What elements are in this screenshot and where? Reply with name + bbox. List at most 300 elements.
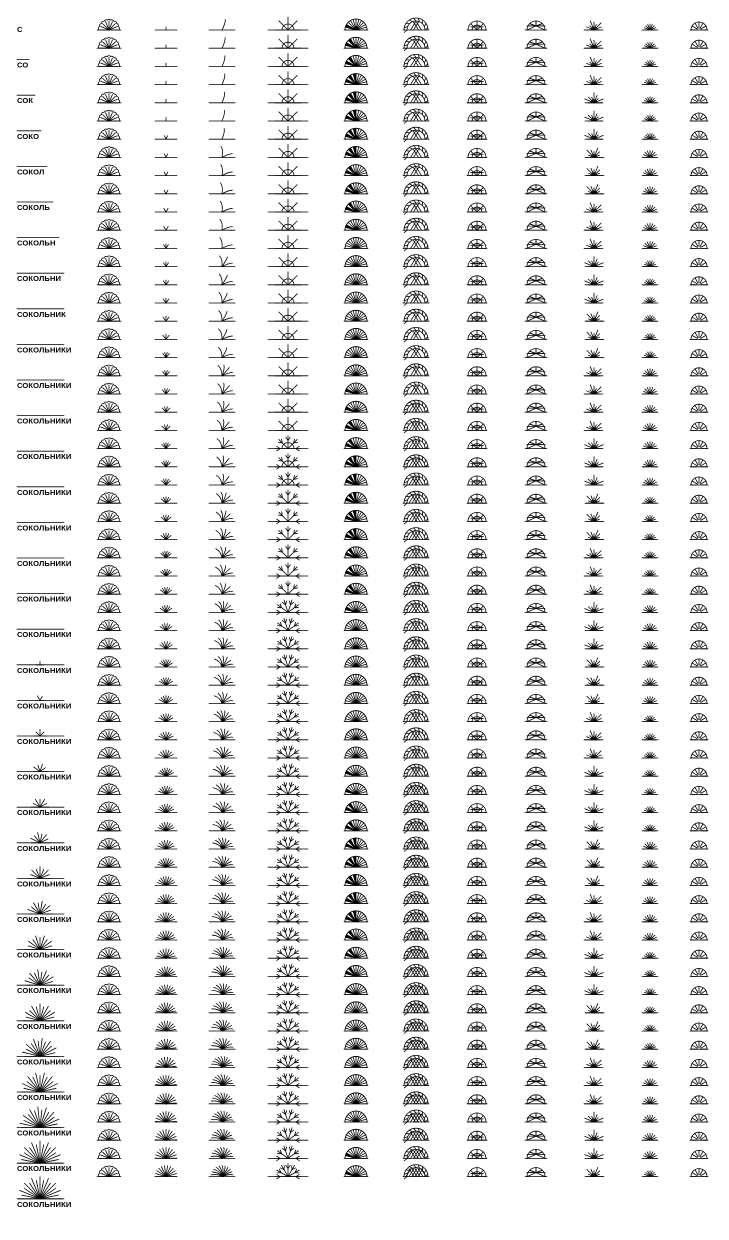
small-burst-icon bbox=[642, 788, 658, 794]
rays-icon bbox=[155, 822, 177, 830]
scalloped-fan-icon bbox=[97, 1002, 121, 1013]
small-burst-icon bbox=[642, 387, 658, 394]
small-burst-icon bbox=[642, 279, 658, 285]
spiky-burst-icon bbox=[585, 93, 603, 103]
scalloped-fan-icon bbox=[97, 929, 121, 940]
geodesic-dome-icon bbox=[525, 1022, 547, 1031]
spiky-burst-icon bbox=[585, 639, 603, 649]
filled-fan-icon bbox=[344, 37, 368, 48]
small-burst-icon bbox=[642, 1151, 658, 1158]
geodesic-dome-icon bbox=[525, 694, 547, 703]
fan-lines-icon bbox=[209, 383, 235, 394]
svg-text:СОКОЛЬНИКИ: СОКОЛЬНИКИ bbox=[17, 1164, 72, 1174]
spiky-burst-icon bbox=[584, 1076, 603, 1085]
woven-dome-icon bbox=[403, 928, 429, 942]
small-burst-icon bbox=[642, 24, 658, 30]
spiky-burst-icon bbox=[585, 621, 603, 631]
spiky-burst-icon bbox=[584, 585, 603, 594]
woven-dome-icon bbox=[403, 418, 429, 432]
rayed-dome-icon bbox=[690, 259, 708, 267]
scalloped-fan-icon bbox=[97, 474, 121, 485]
lattice-dome-icon bbox=[467, 512, 487, 521]
rays-icon bbox=[155, 63, 177, 66]
svg-text:СОКОЛЬНИК: СОКОЛЬНИК bbox=[17, 309, 66, 319]
branch-burst-icon bbox=[268, 891, 308, 906]
branch-burst-icon bbox=[268, 818, 308, 833]
rayed-dome-icon bbox=[690, 695, 708, 703]
fan-lines-icon bbox=[209, 1111, 235, 1122]
scalloped-fan-icon bbox=[97, 1093, 121, 1104]
scalloped-fan-icon bbox=[97, 92, 121, 103]
branch-burst-icon bbox=[268, 909, 308, 924]
small-burst-icon bbox=[642, 241, 658, 248]
filled-fan-icon bbox=[344, 92, 368, 103]
branch-burst-icon bbox=[268, 199, 308, 212]
filled-fan-icon bbox=[344, 1129, 368, 1140]
filled-fan-icon bbox=[344, 438, 368, 449]
scalloped-fan-icon bbox=[97, 438, 121, 449]
spiky-burst-icon bbox=[585, 111, 603, 121]
branch-burst-icon bbox=[268, 1164, 308, 1179]
branch-burst-icon bbox=[268, 163, 308, 176]
geodesic-dome-icon bbox=[525, 458, 547, 467]
spiky-burst-icon bbox=[584, 894, 603, 903]
scalloped-fan-icon bbox=[97, 201, 121, 212]
branch-burst-icon bbox=[268, 709, 308, 724]
woven-dome-icon bbox=[403, 1019, 429, 1033]
small-burst-icon bbox=[642, 369, 658, 376]
rayed-dome-icon bbox=[690, 714, 708, 722]
branch-burst-icon bbox=[268, 1110, 308, 1125]
small-burst-icon bbox=[642, 333, 658, 339]
spiky-burst-icon bbox=[584, 57, 603, 66]
wordmark-frame bbox=[17, 25, 23, 34]
fan-lines-icon bbox=[209, 656, 235, 667]
geodesic-dome-icon bbox=[525, 549, 547, 558]
small-burst-icon bbox=[642, 442, 658, 449]
scalloped-fan-icon bbox=[97, 365, 121, 376]
scalloped-fan-icon bbox=[97, 1148, 121, 1159]
branch-burst-icon bbox=[268, 454, 308, 469]
small-burst-icon bbox=[642, 1097, 658, 1104]
woven-dome-icon bbox=[403, 1074, 429, 1088]
spiky-burst-icon bbox=[584, 203, 603, 212]
geodesic-dome-icon bbox=[525, 713, 547, 722]
wordmark-frame bbox=[17, 833, 71, 853]
woven-dome-icon bbox=[403, 1055, 429, 1069]
rayed-dome-icon bbox=[690, 1096, 708, 1104]
rayed-dome-icon bbox=[690, 841, 708, 849]
small-burst-icon bbox=[642, 878, 658, 885]
svg-text:СОКОЛЬНИКИ: СОКОЛЬНИКИ bbox=[17, 915, 72, 924]
scalloped-fan-icon bbox=[97, 456, 121, 467]
filled-fan-icon bbox=[344, 510, 368, 521]
lattice-dome-icon bbox=[467, 330, 487, 339]
geodesic-dome-icon bbox=[525, 567, 547, 576]
scalloped-fan-icon bbox=[97, 765, 121, 776]
branch-burst-icon bbox=[268, 1073, 308, 1088]
geodesic-dome-icon bbox=[525, 840, 547, 849]
spiky-burst-icon bbox=[585, 166, 604, 175]
woven-dome-icon bbox=[403, 673, 429, 687]
branch-burst-icon bbox=[268, 508, 308, 523]
fan-lines-icon bbox=[209, 911, 235, 922]
spiky-burst-icon bbox=[585, 348, 604, 357]
branch-burst-icon bbox=[268, 472, 308, 487]
lattice-dome-icon bbox=[467, 76, 487, 85]
woven-dome-icon bbox=[403, 728, 429, 742]
svg-text:СОКОЛЬНИКИ: СОКОЛЬНИКИ bbox=[17, 772, 72, 782]
woven-dome-icon bbox=[403, 1037, 429, 1051]
lattice-dome-icon bbox=[467, 931, 487, 940]
lattice-dome-icon bbox=[467, 1077, 487, 1086]
rayed-dome-icon bbox=[690, 495, 708, 503]
wordmark-frame bbox=[17, 131, 41, 141]
filled-fan-icon bbox=[344, 310, 368, 321]
rays-icon bbox=[155, 27, 177, 30]
woven-dome-icon bbox=[403, 801, 429, 815]
filled-fan-icon bbox=[344, 1147, 368, 1158]
svg-text:СОКОЛЬНИКИ: СОКОЛЬНИКИ bbox=[17, 487, 72, 497]
branch-burst-icon bbox=[268, 1000, 308, 1015]
fan-lines-icon bbox=[209, 201, 235, 212]
filled-fan-icon bbox=[344, 1111, 368, 1122]
small-burst-icon bbox=[642, 952, 658, 958]
lattice-dome-icon bbox=[467, 258, 487, 267]
svg-text:СОКОЛЬНИКИ: СОКОЛЬНИКИ bbox=[17, 452, 72, 462]
svg-text:СОКОЛЬ: СОКОЛЬ bbox=[17, 203, 50, 212]
branch-burst-icon bbox=[268, 1037, 308, 1052]
scalloped-fan-icon bbox=[97, 37, 121, 48]
small-burst-icon bbox=[642, 133, 658, 139]
branch-burst-icon bbox=[268, 855, 308, 870]
rayed-dome-icon bbox=[690, 240, 708, 248]
spiky-burst-icon bbox=[584, 1095, 603, 1104]
scalloped-fan-icon bbox=[97, 511, 121, 522]
rayed-dome-icon bbox=[690, 404, 708, 412]
spiky-burst-icon bbox=[584, 367, 603, 376]
small-burst-icon bbox=[642, 460, 658, 467]
filled-fan-icon bbox=[344, 456, 368, 467]
spiky-burst-icon bbox=[585, 966, 603, 976]
svg-text:СОКОЛЬНИКИ: СОКОЛЬНИКИ bbox=[17, 1199, 72, 1209]
rays-icon bbox=[155, 1166, 177, 1177]
woven-dome-icon bbox=[403, 109, 429, 123]
scalloped-fan-icon bbox=[97, 292, 121, 303]
branch-burst-icon bbox=[268, 563, 308, 578]
branch-burst-icon bbox=[268, 928, 308, 943]
wordmark-frame bbox=[17, 202, 53, 212]
fan-lines-icon bbox=[209, 838, 235, 849]
wordmark-frame bbox=[17, 273, 64, 283]
fan-lines-icon bbox=[209, 329, 235, 339]
filled-fan-icon bbox=[344, 674, 368, 685]
filled-fan-icon bbox=[344, 547, 368, 558]
branch-burst-icon bbox=[268, 873, 308, 888]
scalloped-fan-icon bbox=[97, 529, 121, 540]
rays-icon bbox=[155, 949, 177, 958]
small-burst-icon bbox=[642, 261, 658, 267]
rayed-dome-icon bbox=[690, 1023, 708, 1031]
small-burst-icon bbox=[642, 534, 658, 540]
scalloped-fan-icon bbox=[97, 565, 121, 576]
lattice-dome-icon bbox=[467, 294, 487, 303]
rays-icon bbox=[155, 371, 177, 376]
svg-text:СОКОЛЬНИКИ: СОКОЛЬНИКИ bbox=[17, 737, 72, 746]
branch-burst-icon bbox=[268, 581, 308, 596]
rays-icon bbox=[155, 569, 177, 576]
lattice-dome-icon bbox=[467, 94, 487, 103]
geodesic-dome-icon bbox=[525, 1095, 547, 1104]
geodesic-dome-icon bbox=[525, 94, 547, 103]
filled-fan-icon bbox=[344, 747, 368, 758]
svg-text:СОКОЛЬНИКИ: СОКОЛЬНИКИ bbox=[17, 416, 72, 426]
rayed-dome-icon bbox=[690, 1150, 708, 1158]
scalloped-fan-icon bbox=[97, 56, 121, 67]
spiky-burst-icon bbox=[584, 731, 603, 740]
small-burst-icon bbox=[642, 515, 658, 521]
fan-lines-icon bbox=[209, 1002, 235, 1013]
rayed-dome-icon bbox=[690, 277, 708, 285]
branch-burst-icon bbox=[268, 326, 308, 339]
fan-lines-icon bbox=[209, 219, 235, 230]
fan-lines-icon bbox=[209, 74, 235, 85]
scalloped-fan-icon bbox=[97, 984, 121, 995]
branch-burst-icon bbox=[268, 727, 308, 742]
woven-dome-icon bbox=[403, 18, 429, 32]
geodesic-dome-icon bbox=[525, 349, 547, 358]
small-burst-icon bbox=[642, 933, 658, 940]
spiky-burst-icon bbox=[585, 1040, 604, 1049]
rays-icon bbox=[155, 642, 177, 649]
filled-fan-icon bbox=[344, 911, 368, 922]
branch-burst-icon bbox=[268, 1146, 308, 1161]
rayed-dome-icon bbox=[690, 149, 708, 157]
svg-text:С: С bbox=[17, 25, 23, 34]
branch-burst-icon bbox=[268, 272, 308, 285]
spiky-burst-icon bbox=[584, 913, 603, 922]
fan-lines-icon bbox=[209, 256, 235, 267]
branch-burst-icon bbox=[268, 436, 308, 451]
small-burst-icon bbox=[642, 605, 658, 612]
wordmark-frame bbox=[17, 416, 71, 426]
scalloped-fan-icon bbox=[97, 383, 121, 394]
scalloped-fan-icon bbox=[97, 1166, 121, 1177]
rayed-dome-icon bbox=[690, 386, 708, 394]
rays-icon bbox=[155, 244, 177, 249]
filled-fan-icon bbox=[344, 729, 368, 740]
wordmark-frame bbox=[17, 1107, 71, 1138]
lattice-dome-icon bbox=[467, 349, 487, 358]
geodesic-dome-icon bbox=[525, 658, 547, 667]
rays-icon bbox=[155, 732, 177, 740]
rayed-dome-icon bbox=[690, 877, 708, 885]
small-burst-icon bbox=[642, 588, 658, 594]
woven-dome-icon bbox=[403, 1092, 429, 1106]
filled-fan-icon bbox=[344, 1166, 368, 1177]
branch-burst-icon bbox=[268, 363, 308, 376]
svg-text:СО: СО bbox=[17, 60, 29, 70]
scalloped-fan-icon bbox=[97, 856, 121, 867]
spiky-burst-icon bbox=[585, 330, 604, 339]
spiky-burst-icon bbox=[585, 1022, 604, 1031]
rayed-dome-icon bbox=[690, 58, 708, 66]
geodesic-dome-icon bbox=[525, 967, 547, 976]
geodesic-dome-icon bbox=[525, 949, 547, 958]
fan-lines-icon bbox=[209, 401, 235, 412]
woven-dome-icon bbox=[403, 892, 429, 906]
rays-icon bbox=[155, 280, 177, 285]
filled-fan-icon bbox=[344, 256, 368, 267]
branch-burst-icon bbox=[268, 17, 308, 30]
rayed-dome-icon bbox=[690, 40, 708, 48]
scalloped-fan-icon bbox=[97, 1057, 121, 1068]
rays-icon bbox=[155, 226, 177, 230]
branch-burst-icon bbox=[268, 381, 308, 394]
woven-dome-icon bbox=[403, 473, 429, 487]
small-burst-icon bbox=[642, 297, 658, 303]
woven-dome-icon bbox=[403, 400, 429, 414]
fan-lines-icon bbox=[209, 1129, 235, 1140]
spiky-burst-icon bbox=[585, 475, 603, 485]
fan-lines-icon bbox=[209, 510, 235, 521]
svg-text:СОКОЛЬНИКИ: СОКОЛЬНИКИ bbox=[17, 559, 72, 568]
scalloped-fan-icon bbox=[97, 74, 121, 85]
fan-lines-icon bbox=[209, 565, 235, 576]
branch-burst-icon bbox=[268, 545, 308, 560]
woven-dome-icon bbox=[403, 1128, 429, 1142]
fan-lines-icon bbox=[209, 347, 235, 357]
rays-icon bbox=[155, 786, 177, 794]
rayed-dome-icon bbox=[690, 77, 708, 85]
fan-lines-icon bbox=[209, 438, 235, 449]
branch-burst-icon bbox=[268, 618, 308, 633]
branch-burst-icon bbox=[268, 764, 308, 779]
icon-columns bbox=[97, 17, 708, 1179]
filled-fan-icon bbox=[344, 820, 368, 831]
filled-fan-icon bbox=[344, 874, 368, 885]
branch-burst-icon bbox=[268, 1019, 308, 1034]
fan-lines-icon bbox=[209, 311, 235, 322]
lattice-dome-icon bbox=[467, 549, 487, 558]
woven-dome-icon bbox=[403, 346, 429, 360]
spiky-burst-icon bbox=[585, 658, 604, 667]
branch-burst-icon bbox=[268, 1091, 308, 1106]
column-lattice-dome bbox=[467, 21, 487, 1177]
small-burst-icon bbox=[642, 570, 658, 576]
filled-fan-icon bbox=[344, 347, 368, 358]
fan-lines-icon bbox=[209, 547, 235, 558]
fan-lines-icon bbox=[209, 146, 235, 157]
spiky-burst-icon bbox=[584, 385, 603, 394]
fan-lines-icon bbox=[209, 292, 235, 303]
rayed-dome-icon bbox=[690, 532, 708, 540]
wordmark-frame bbox=[17, 799, 71, 817]
fan-lines-icon bbox=[209, 365, 235, 376]
woven-dome-icon bbox=[403, 764, 429, 778]
svg-text:СОКО: СОКО bbox=[17, 131, 40, 141]
scalloped-fan-icon bbox=[97, 784, 121, 795]
rays-icon bbox=[155, 678, 177, 686]
column-geodesic-dome bbox=[525, 21, 547, 1177]
lattice-dome-icon bbox=[467, 1149, 487, 1158]
rays-icon bbox=[155, 1075, 177, 1085]
spiky-burst-icon bbox=[585, 602, 603, 612]
woven-dome-icon bbox=[403, 309, 429, 323]
filled-fan-icon bbox=[344, 765, 368, 776]
lattice-dome-icon bbox=[467, 312, 487, 321]
scalloped-fan-icon bbox=[97, 256, 121, 267]
woven-dome-icon bbox=[403, 873, 429, 887]
woven-dome-icon bbox=[403, 236, 429, 250]
rayed-dome-icon bbox=[690, 932, 708, 940]
filled-fan-icon bbox=[344, 201, 368, 212]
geodesic-dome-icon bbox=[525, 185, 547, 194]
filled-fan-icon bbox=[344, 165, 368, 176]
rays-icon bbox=[155, 136, 177, 139]
spiky-burst-icon bbox=[584, 39, 603, 48]
filled-fan-icon bbox=[344, 893, 368, 904]
small-burst-icon bbox=[642, 624, 658, 631]
wordmark-frame bbox=[17, 936, 71, 960]
lattice-dome-icon bbox=[467, 185, 487, 194]
lattice-dome-icon bbox=[467, 1040, 487, 1049]
scalloped-fan-icon bbox=[97, 547, 121, 558]
rayed-dome-icon bbox=[690, 295, 708, 303]
geodesic-dome-icon bbox=[525, 148, 547, 157]
spiky-burst-icon bbox=[585, 858, 604, 867]
fan-lines-icon bbox=[209, 474, 235, 485]
fan-lines-icon bbox=[209, 929, 235, 940]
woven-dome-icon bbox=[403, 291, 429, 305]
branch-burst-icon bbox=[268, 235, 308, 248]
wordmark-frame bbox=[17, 344, 71, 354]
rays-icon bbox=[155, 190, 177, 194]
branch-burst-icon bbox=[268, 290, 308, 303]
rayed-dome-icon bbox=[690, 441, 708, 449]
small-burst-icon bbox=[642, 807, 658, 813]
rayed-dome-icon bbox=[690, 1132, 708, 1140]
fan-lines-icon bbox=[209, 20, 235, 30]
rayed-dome-icon bbox=[690, 823, 708, 831]
svg-text:СОКОЛЬНИКИ: СОКОЛЬНИКИ bbox=[17, 523, 72, 533]
wordmark-frame bbox=[17, 729, 71, 746]
small-burst-icon bbox=[642, 1060, 658, 1067]
geodesic-dome-icon bbox=[525, 767, 547, 776]
rays-icon bbox=[155, 1021, 177, 1031]
wordmark-frame bbox=[17, 661, 71, 674]
rays-icon bbox=[155, 840, 177, 849]
column-spiky-burst bbox=[584, 21, 604, 1177]
fan-lines-icon bbox=[209, 110, 235, 121]
rays-icon bbox=[155, 895, 177, 904]
filled-fan-icon bbox=[344, 711, 368, 722]
small-burst-icon bbox=[642, 1115, 658, 1122]
spiky-burst-icon bbox=[585, 694, 604, 703]
woven-dome-icon bbox=[403, 255, 429, 269]
rays-icon bbox=[155, 624, 177, 631]
rays-icon bbox=[155, 533, 177, 540]
lattice-dome-icon bbox=[467, 130, 487, 139]
column-small-burst bbox=[642, 24, 658, 1177]
scalloped-fan-icon bbox=[97, 674, 121, 685]
geodesic-dome-icon bbox=[525, 876, 547, 885]
scalloped-fan-icon bbox=[97, 19, 121, 30]
scalloped-fan-icon bbox=[97, 310, 121, 321]
woven-dome-icon bbox=[403, 600, 429, 614]
rays-icon bbox=[155, 876, 177, 885]
fan-lines-icon bbox=[209, 711, 235, 722]
